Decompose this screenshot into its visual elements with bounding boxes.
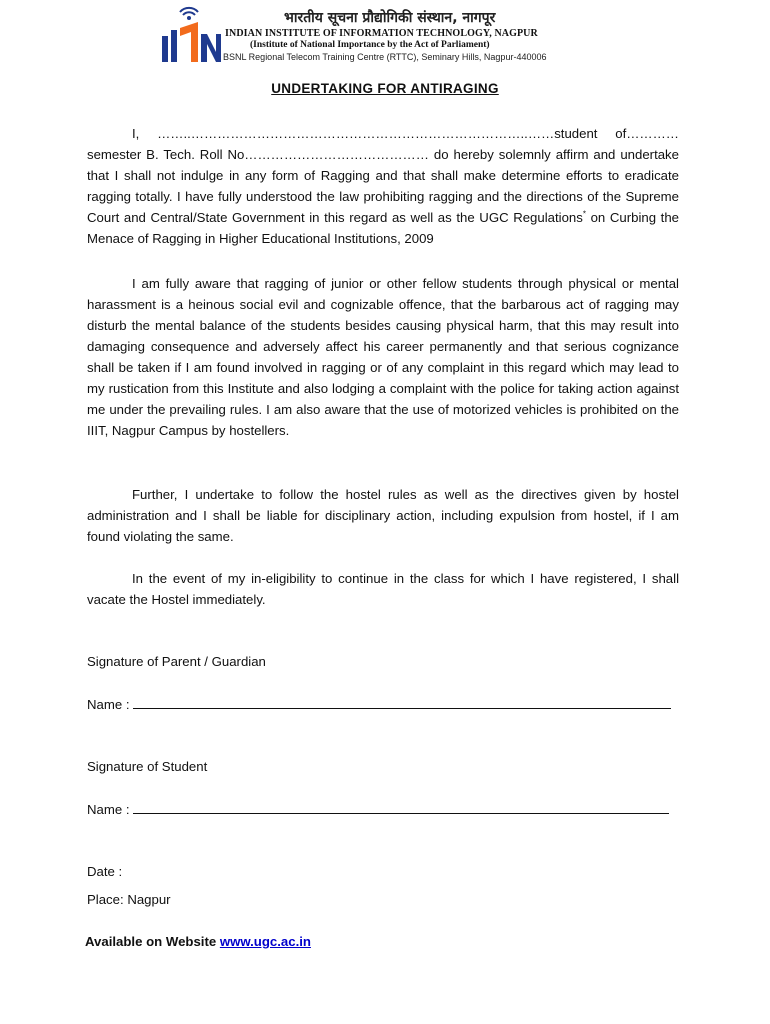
website-label: Available on Website <box>85 934 217 949</box>
signature-parent-label: Signature of Parent / Guardian <box>87 654 266 669</box>
parent-name-row <box>87 696 671 712</box>
parent-name-label: Name : <box>87 697 130 712</box>
paragraph-vacate <box>87 568 679 610</box>
letterhead <box>160 4 600 66</box>
student-name-label: Name : <box>87 802 130 817</box>
awareness-text: I am fully aware that ragging of junior or other fellow students through physical or mental harassment is a heinous social evil and cognizable offence, that the barbarous act of ragging may disturb the mental balance of the students besides causing physical harm, that this may result into damaging consequence and adversely affect his career permanently and that serious cognizance shall be taken if I am found involved in ragging or of any complaint in this regard which may lead to my rustication from this Institute and also lodging a complaint with the police for taking action against me under the prevailing rules. I am also aware that the use of motorized vehicles is prohibited on the IIIT, Nagpur Campus by hostellers. <box>87 276 679 438</box>
signature-student-label: Signature of Student <box>87 759 208 774</box>
footnote-marker: * <box>582 209 586 219</box>
paragraph-awareness <box>87 273 679 441</box>
student-name-row <box>87 801 669 817</box>
affirmation-text: I, ……..…………………………………………………………………..……student of…………semester B. Tech. Roll No…………………………………… do hereby solemnly affirm and undertake that I shall not indulge in any form of Ragging and that shall make determine efforts to eradicate ragging totally. I have fully understood the law prohibiting ragging and the directions of the Supreme Court and Central/State Government in this regard as well as the UGC Regulations <box>87 126 679 225</box>
affirmation-text-end: on Curbing the Menace of Ragging in Higher Educational Institutions, 2009 <box>87 210 679 246</box>
institute-name: INDIAN INSTITUTE OF INFORMATION TECHNOLOGY, NAGPUR <box>225 28 538 39</box>
website-note <box>85 934 311 949</box>
date-label: Date : <box>87 864 123 879</box>
document-title: UNDERTAKING FOR ANTIRAGING <box>271 81 499 96</box>
institute-subtitle: (Institute of National Importance by the Act of Parliament) <box>250 40 490 50</box>
institute-name-hindi: भारतीय सूचना प्रौद्योगिकी संस्थान, नागपूर <box>284 10 496 26</box>
ugc-website-link[interactable]: www.ugc.ac.in <box>219 934 311 949</box>
institute-logo <box>160 6 222 64</box>
paragraph-hostel-rules <box>87 484 679 547</box>
institute-address: BSNL Regional Telecom Training Centre (RTTC), Seminary Hills, Nagpur-440006 <box>223 52 547 62</box>
parent-name-field[interactable] <box>133 696 671 709</box>
hostel-rules-text: Further, I undertake to follow the hostel rules as well as the directives given by hostel administration and I shall be liable for disciplinary action, including expulsion from hostel, if I am found violating the same. <box>87 487 679 544</box>
student-name-field[interactable] <box>133 801 669 814</box>
paragraph-affirmation <box>87 123 679 249</box>
vacate-text: In the event of my in-eligibility to continue in the class for which I have registered, I shall vacate the Hostel immediately. <box>87 571 679 607</box>
place-label: Place: Nagpur <box>87 892 171 907</box>
